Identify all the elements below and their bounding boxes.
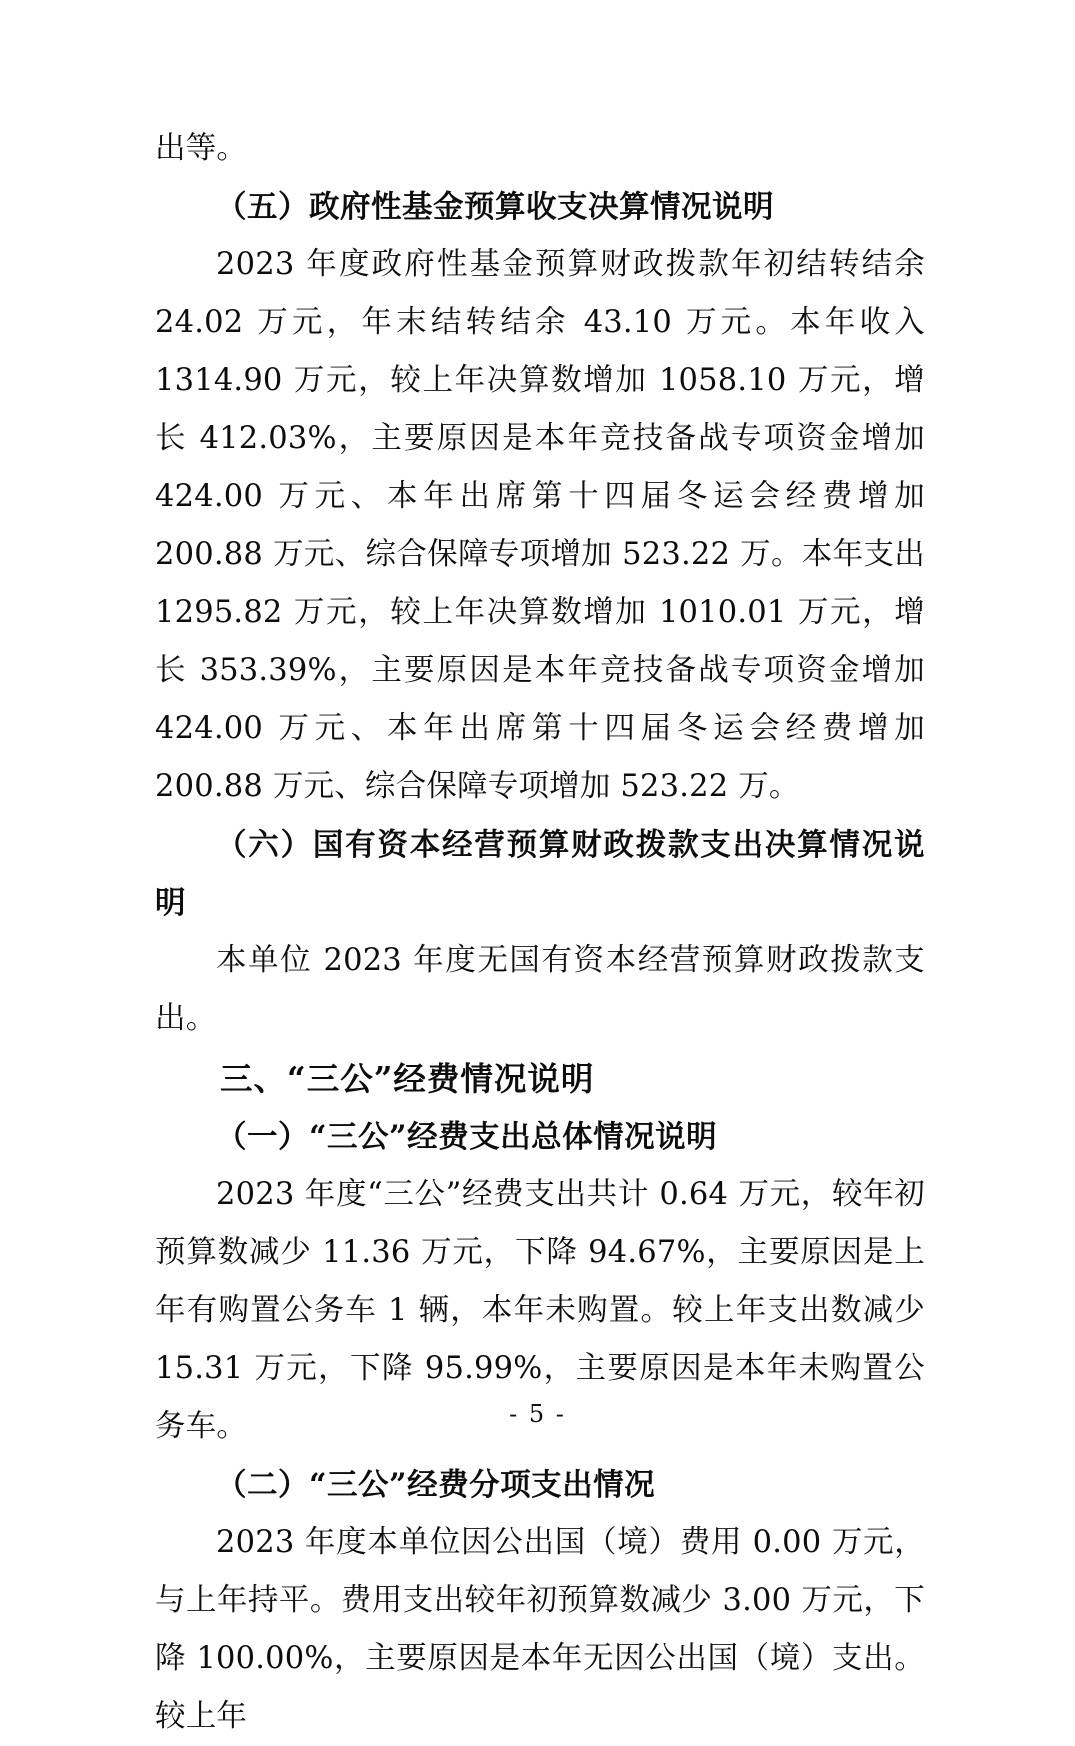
paragraph-state-capital-budget: 本单位 2023 年度无国有资本经营预算财政拨款支出。 [155, 943, 925, 1036]
paragraph-government-fund-budget: 2023 年度政府性基金预算财政拨款年初结转结余 24.02 万元，年末结转结余 43.10 万元。本年收入 1314.90 万元，较上年决算数增加 1058.10 万元，增长 412.03%，主要原因是本年竞技备战专项资金增加 424.00 万元、本年出席第十四届冬运会经费增加 200.88 万元、综合保障专项增加 523.22 万。本年支出 1295.82 万元，较上年决算数增加 1010.01 万元，增长 353.39%，主要原因是本年竞技备战专项资金增加 424.00 万元、本年出席第十四届冬运会经费增加 200.88 万元、综合保障专项增加 523.22 万。 [155, 247, 925, 804]
section-heading-five: （五）政府性基金预算收支决算情况说明 [216, 189, 774, 225]
paragraph-continuation: 出等。 [155, 131, 248, 166]
document-body [155, 120, 925, 1746]
section-heading-three: 三、“三公”经费情况说明 [220, 1059, 595, 1098]
paragraph-three-public-itemized: 2023 年度本单位因公出国（境）费用 0.00 万元，与上年持平。费用支出较年初预算数减少 3.00 万元，下降 100.00%，主要原因是本年无因公出国（境）支出。较上年 [155, 1525, 925, 1734]
section-heading-six: （六）国有资本经营预算财政拨款支出决算情况说明 [155, 827, 925, 921]
section-heading-one: （一）“三公”经费支出总体情况说明 [216, 1119, 718, 1155]
section-heading-two: （二）“三公”经费分项支出情况 [216, 1467, 656, 1503]
page-number: - 5 - [509, 1400, 566, 1428]
paragraph-three-public-total: 2023 年度“三公”经费支出共计 0.64 万元，较年初预算数减少 11.36 万元，下降 94.67%，主要原因是上年有购置公务车 1 辆，本年未购置。较上年支出数减少 15.31 万元，下降 95.99%，主要原因是本年未购置公务车。 [155, 1177, 925, 1444]
